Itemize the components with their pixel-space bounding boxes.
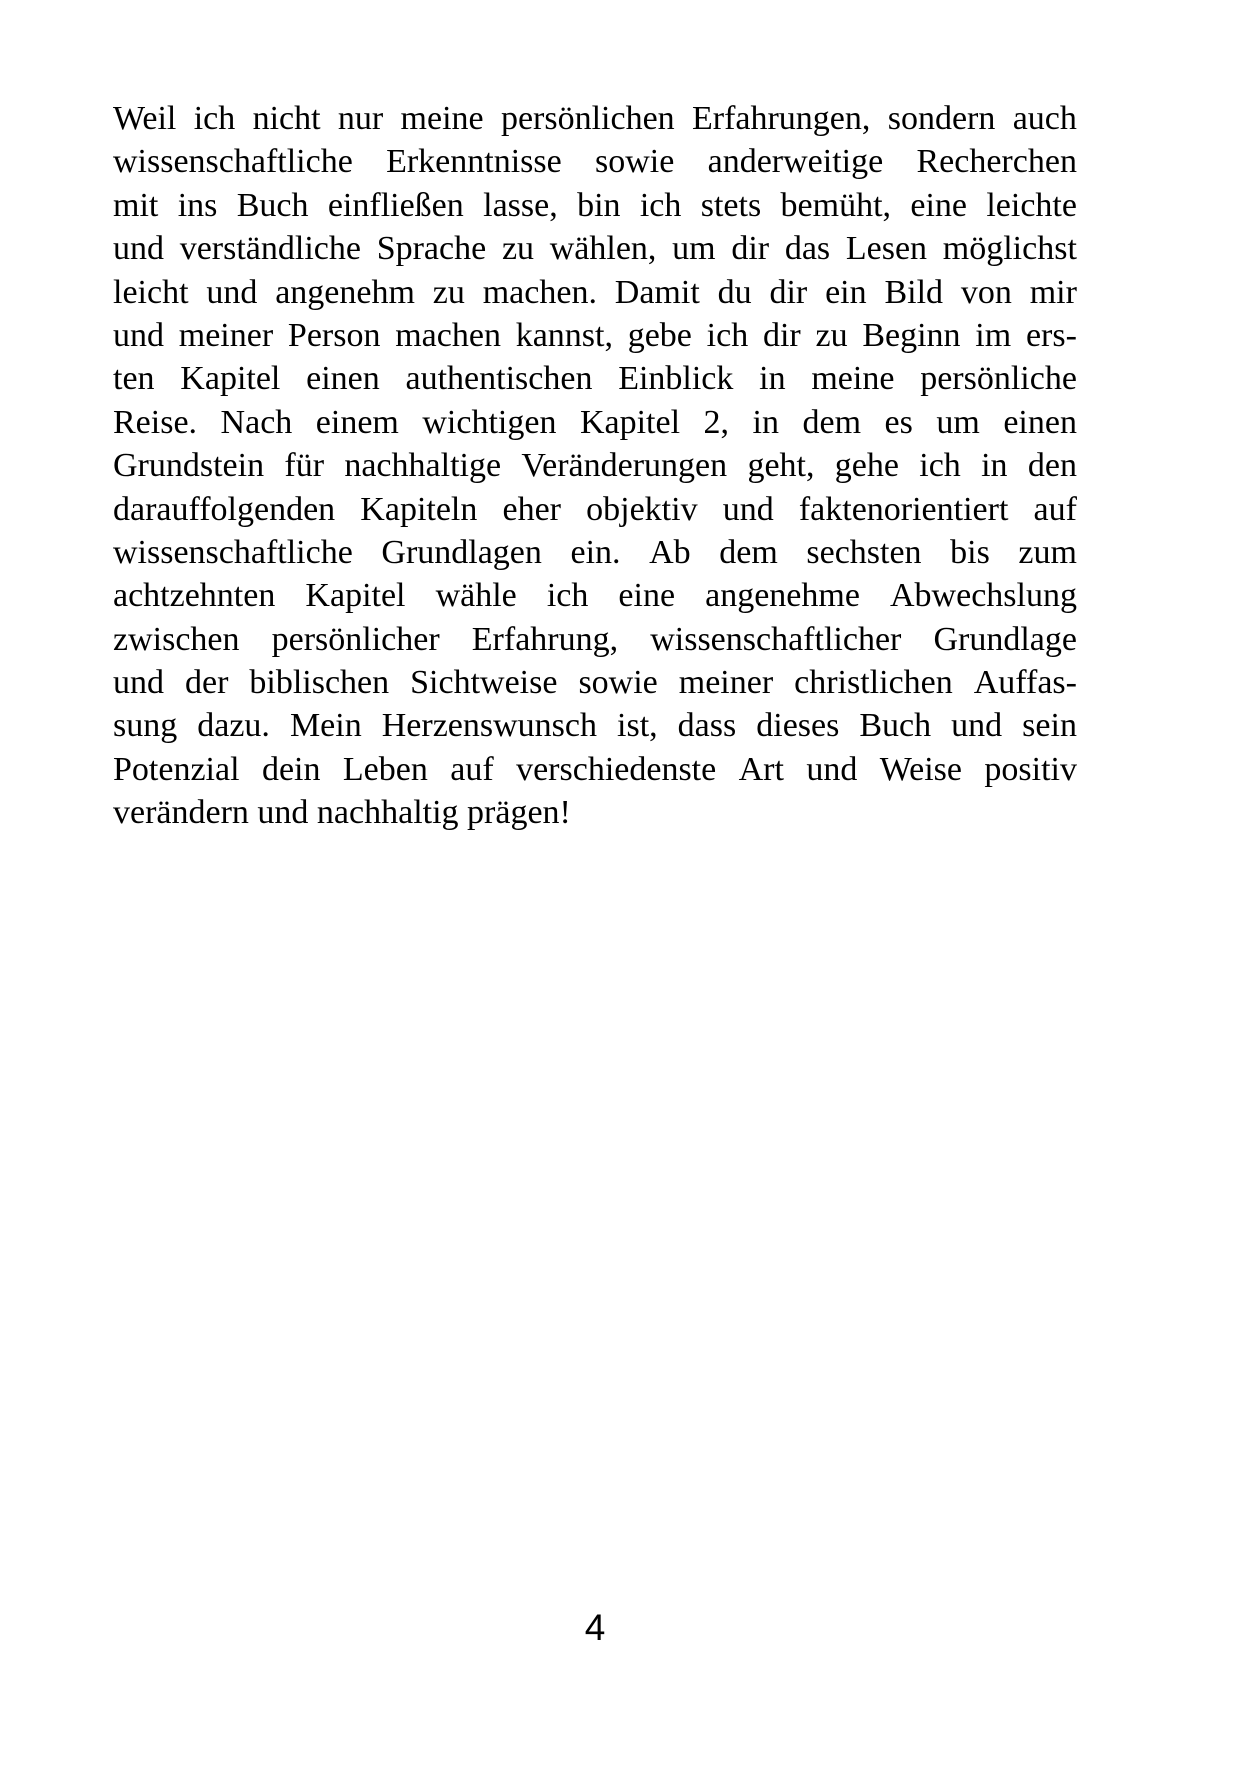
text-line: wissenschaftliche Erkenntnisse sowie anderweitige Recherchen (113, 143, 1077, 181)
text-line: und meiner Person machen kannst, gebe ich dir zu Beginn im ers- (113, 316, 1077, 354)
text-line: und verständliche Sprache zu wählen, um dir das Lesen möglichst (113, 230, 1077, 268)
text-line: sung dazu. Mein Herzenswunsch ist, dass dieses Buch und sein (113, 707, 1077, 745)
text-line: zwischen persönlicher Erfahrung, wissenschaftlicher Grundlage (113, 620, 1077, 658)
text-line: achtzehnten Kapitel wähle ich eine angenehme Abwechslung (113, 577, 1077, 615)
text-line: mit ins Buch einfließen lasse, bin ich stets bemüht, eine leichte (113, 186, 1077, 224)
text-line: und der biblischen Sichtweise sowie meiner christlichen Auffas- (113, 664, 1077, 702)
body-text-paragraph (113, 97, 1077, 835)
text-line: darauffolgenden Kapiteln eher objektiv und faktenorientiert auf (113, 490, 1077, 528)
text-line: Reise. Nach einem wichtigen Kapitel 2, in dem es um einen (113, 403, 1077, 441)
page-number: 4 (584, 1607, 606, 1648)
text-line: wissenschaftliche Grundlagen ein. Ab dem sechsten bis zum (113, 533, 1077, 571)
text-line: Grundstein für nachhaltige Veränderungen geht, gehe ich in den (113, 447, 1077, 485)
text-line: Weil ich nicht nur meine persönlichen Erfahrungen, sondern auch (113, 100, 1077, 137)
text-line: Potenzial dein Leben auf verschiedenste Art und Weise positiv (113, 750, 1077, 788)
text-line: ten Kapitel einen authentischen Einblick in meine persönliche (113, 360, 1077, 398)
text-line: leicht und angenehm zu machen. Damit du dir ein Bild von mir (113, 273, 1077, 311)
text-line: verändern und nachhaltig prägen! (113, 794, 571, 832)
